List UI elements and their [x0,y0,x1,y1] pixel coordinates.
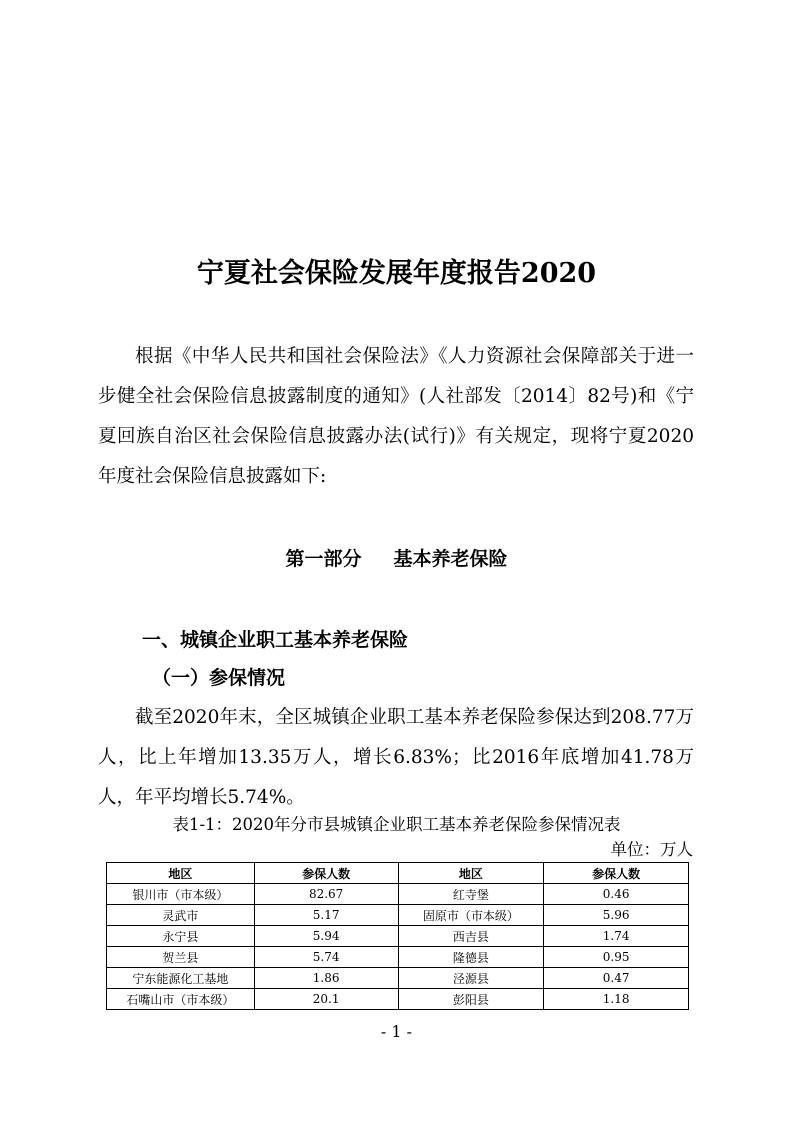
part-heading [0,541,793,577]
header-enrolled: 参保人数 [544,863,689,884]
region-cell: 灵武市 [107,905,255,926]
value-cell: 0.47 [544,968,689,989]
table-header-row [107,863,689,884]
region-cell: 固原市（市本级） [398,905,544,926]
enrollment-paragraph: 截至2020年末，全区城镇企业职工基本养老保险参保达到208.77万人，比上年增加13.35万人，增长6.83%；比2016年底增加41.78万人，年平均增长5.74%。 [98,707,694,808]
region-cell: 银川市（市本级） [107,884,255,905]
table-row [107,989,689,1010]
region-cell: 隆德县 [398,947,544,968]
value-cell: 5.96 [544,905,689,926]
region-cell: 泾源县 [398,968,544,989]
region-cell: 西吉县 [398,926,544,947]
report-title: 宁夏社会保险发展年度报告2020 [196,258,597,289]
part-number: 第一部分 [285,548,362,570]
value-cell: 20.1 [254,989,398,1010]
value-cell: 5.74 [254,947,398,968]
header-enrolled: 参保人数 [254,863,398,884]
table-row [107,884,689,905]
region-cell: 彭阳县 [398,989,544,1010]
table-caption: 表1-1：2020年分市县城镇企业职工基本养老保险参保情况表 [172,815,621,834]
table-row [107,905,689,926]
table-row [107,968,689,989]
intro-paragraph: 根据《中华人民共和国社会保险法》《人力资源社会保障部关于进一步健全社会保险信息披露制度的通知》(人社部发〔2014〕82号)和《宁夏回族自治区社会保险信息披露办法(试行)》有关规定，现将宁夏2020年度社会保险信息披露如下: [98,346,694,487]
region-cell: 红寺堡 [398,884,544,905]
table-unit: 单位：万人 [610,840,693,859]
header-region: 地区 [107,863,255,884]
value-cell: 1.74 [544,926,689,947]
value-cell: 5.17 [254,905,398,926]
region-cell: 宁东能源化工基地 [107,968,255,989]
enrollment-table [106,862,689,1010]
table-row [107,947,689,968]
value-cell: 1.18 [544,989,689,1010]
value-cell: 1.86 [254,968,398,989]
value-cell: 5.94 [254,926,398,947]
region-cell: 石嘴山市（市本级） [107,989,255,1010]
section-heading: 一、城镇企业职工基本养老保险 [142,629,409,651]
region-cell: 贺兰县 [107,947,255,968]
subsection-heading: （一）参保情况 [152,667,286,689]
value-cell: 0.95 [544,947,689,968]
value-cell: 82.67 [254,884,398,905]
header-region: 地区 [398,863,544,884]
value-cell: 0.46 [544,884,689,905]
table-row [107,926,689,947]
page-number: - 1 - [380,1022,413,1041]
region-cell: 永宁县 [107,926,255,947]
part-name: 基本养老保险 [393,548,508,570]
